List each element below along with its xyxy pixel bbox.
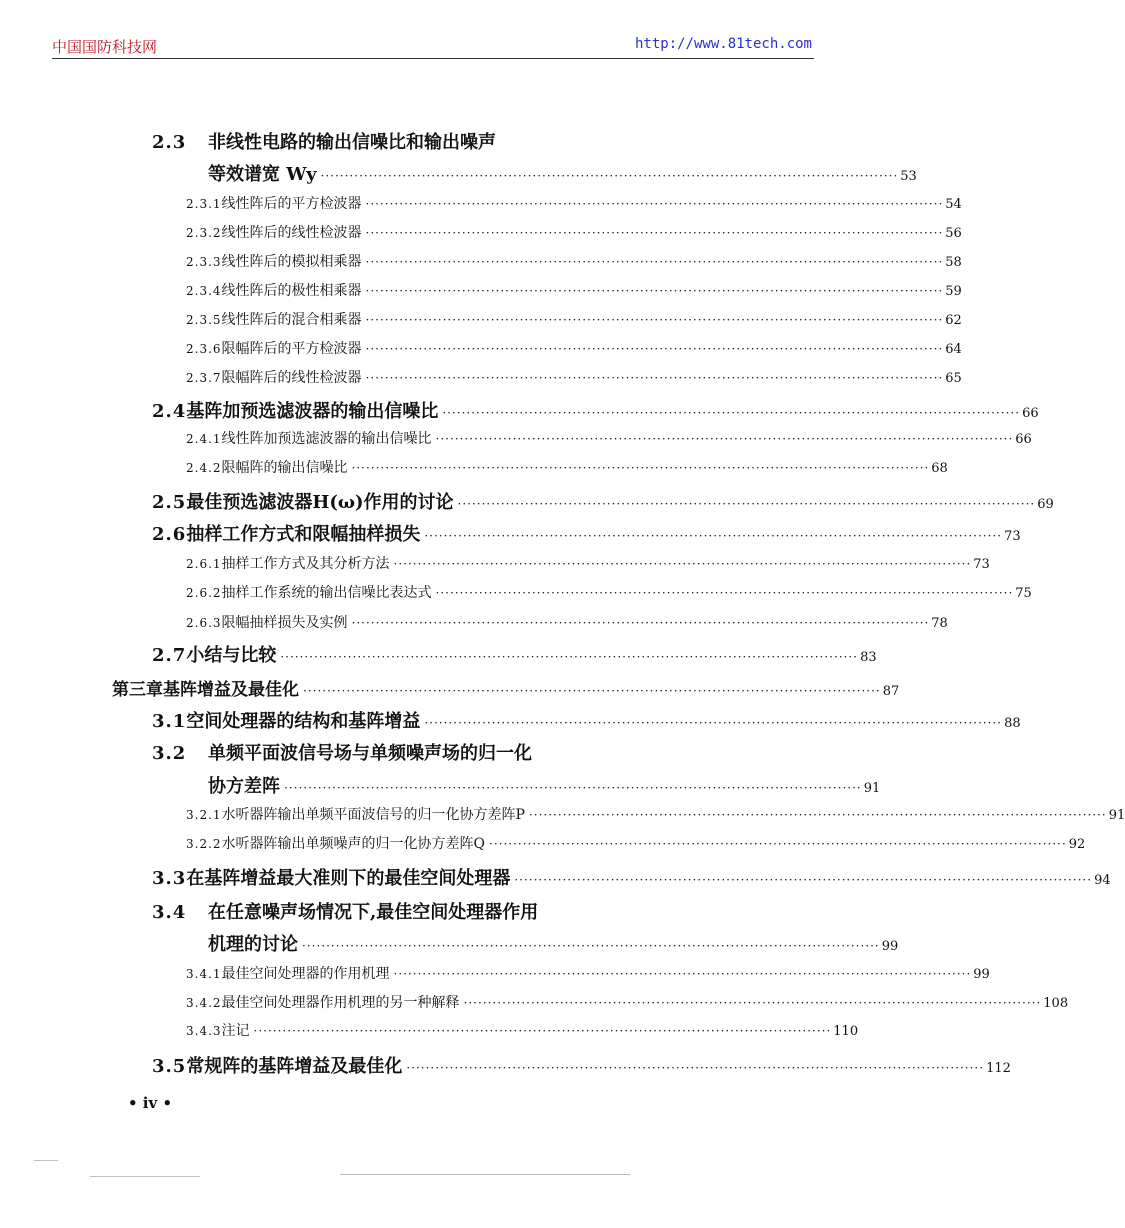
dot-leader: ························································································································	[351, 616, 930, 630]
toc-page-number: 66	[1022, 406, 1039, 421]
toc-page-number: 87	[882, 684, 900, 699]
toc-page-number: 64	[945, 342, 962, 357]
dot-leader: ························································································································	[365, 371, 944, 385]
dot-leader: ························································································································	[489, 837, 1067, 851]
dot-leader: ························································································································	[302, 939, 880, 953]
toc-entry-3.4.2	[186, 992, 1069, 1012]
toc-page-number: 73	[973, 557, 990, 572]
toc-page-number: 99	[973, 967, 990, 982]
dot-leader: ························································································································	[435, 586, 1014, 600]
toc-number: 2.4.1	[186, 432, 222, 446]
toc-number: 3.4.1	[186, 967, 222, 981]
toc-number: 2.7	[152, 645, 187, 666]
scan-artifact	[34, 1160, 58, 1161]
toc-entry-第三章	[112, 675, 900, 700]
dot-leader: ························································································································	[463, 996, 1042, 1010]
toc-title: 抽样工作方式和限幅抽样损失	[186, 524, 421, 545]
dot-leader: ························································································································	[284, 781, 862, 795]
dot-leader: ························································································································	[393, 557, 972, 571]
toc-title: 基阵加预选滤波器的输出信噪比	[186, 401, 439, 422]
toc-page-number: 110	[833, 1024, 859, 1039]
toc-entry-continued	[208, 930, 899, 956]
scan-artifact	[90, 1176, 200, 1177]
toc-number: 2.4	[152, 401, 187, 422]
toc-entry-2.3.3	[186, 251, 962, 271]
toc-title: 限幅阵后的线性检波器	[221, 370, 362, 386]
toc-title: 机理的讨论	[208, 934, 298, 955]
toc-page-number: 62	[945, 313, 962, 328]
toc-page-number: 69	[1037, 497, 1054, 512]
toc-entry-2.4.1	[186, 428, 1032, 448]
toc-entry-3.2.2	[186, 833, 1086, 853]
toc-number: 2.3.1	[186, 197, 222, 211]
toc-entry-2.6.3	[186, 612, 948, 632]
toc-entry-2.3	[152, 128, 496, 154]
toc-title: 非线性电路的输出信噪比和输出噪声	[208, 132, 496, 153]
toc-entry-2.3.7	[186, 367, 962, 387]
toc-entry-3.4	[152, 898, 538, 924]
toc-title: 协方差阵	[208, 776, 280, 797]
toc-number: 2.3.5	[186, 313, 222, 327]
toc-page-number: 75	[1015, 586, 1032, 601]
toc-page-number: 65	[945, 371, 962, 386]
toc-title: 最佳空间处理器的作用机理	[221, 966, 390, 982]
dot-leader: ························································································································	[424, 716, 1003, 730]
toc-entry-3.3	[152, 864, 1111, 890]
toc-title: 注记	[221, 1023, 250, 1039]
toc-title: 常规阵的基阵增益及最佳化	[186, 1056, 403, 1077]
toc-page-number: 112	[986, 1061, 1011, 1076]
toc-number: 2.6	[152, 524, 187, 545]
toc-entry-3.1	[152, 707, 1021, 733]
toc-entry-2.3.6	[186, 338, 962, 358]
toc-entry-continued	[208, 772, 881, 798]
toc-entry-3.4.3	[186, 1020, 859, 1040]
toc-number: 2.6.2	[186, 586, 222, 600]
toc-number: 3.3	[152, 868, 187, 889]
toc-entry-2.3.2	[186, 222, 962, 242]
dot-leader: ························································································································	[424, 529, 1003, 543]
scan-artifact	[340, 1174, 630, 1175]
dot-leader: ························································································································	[406, 1061, 985, 1075]
toc-title: 在任意噪声场情况下,最佳空间处理器作用	[208, 902, 539, 923]
dot-leader: ························································································································	[253, 1024, 832, 1038]
dot-leader: ························································································································	[442, 406, 1021, 420]
dot-leader: ························································································································	[351, 461, 930, 475]
toc-number: 2.3.4	[186, 284, 222, 298]
site-url[interactable]: http://www.81tech.com	[634, 36, 812, 52]
toc-title: 限幅阵后的平方检波器	[221, 341, 362, 357]
toc-entry-2.3.1	[186, 193, 962, 213]
toc-number: 3.5	[152, 1056, 187, 1077]
dot-leader: ························································································································	[365, 284, 944, 298]
toc-title: 最佳预选滤波器H(ω)作用的讨论	[186, 492, 454, 513]
dot-leader: ························································································································	[280, 650, 859, 664]
toc-page-number: 58	[945, 255, 962, 270]
toc-entry-3.2.1	[186, 804, 1125, 824]
toc-title: 线性阵后的极性相乘器	[221, 283, 362, 299]
toc-entry-2.4.2	[186, 457, 948, 477]
toc-number: 2.3.7	[186, 371, 222, 385]
toc-title: 线性阵后的模拟相乘器	[221, 254, 362, 270]
toc-entry-2.6.1	[186, 553, 990, 573]
toc-entry-2.5	[152, 488, 1054, 514]
toc-title: 线性阵加预选滤波器的输出信噪比	[221, 431, 432, 447]
toc-page-number: 53	[900, 169, 917, 184]
toc-number: 2.6.1	[186, 557, 222, 571]
toc-page-number: 91	[863, 781, 881, 796]
dot-leader: ························································································································	[320, 169, 899, 183]
toc-title: 线性阵后的线性检波器	[221, 225, 362, 241]
toc-number: 2.3.2	[186, 226, 222, 240]
toc-title: 空间处理器的结构和基阵增益	[186, 711, 421, 732]
toc-number: 3.4	[152, 902, 187, 923]
toc-entry-3.4.1	[186, 963, 990, 983]
toc-entry-2.4	[152, 397, 1039, 423]
dot-leader: ························································································································	[514, 873, 1093, 887]
toc-number: 2.6.3	[186, 616, 222, 630]
toc-entry-3.2	[152, 739, 532, 765]
dot-leader: ························································································································	[365, 342, 944, 356]
toc-page-number: 54	[945, 197, 962, 212]
toc-page-number: 59	[945, 284, 962, 299]
page-header	[52, 36, 814, 59]
toc-page-number: 91	[1108, 808, 1125, 823]
toc-number: 3.4.2	[186, 996, 222, 1010]
toc-page-number: 92	[1068, 837, 1086, 852]
dot-leader: ························································································································	[303, 684, 881, 698]
toc-entry-3.5	[152, 1052, 1011, 1078]
toc-page-number: 68	[931, 461, 948, 476]
dot-leader: ························································································································	[365, 197, 944, 211]
toc-title: 小结与比较	[186, 645, 277, 666]
toc-number: 2.5	[152, 492, 187, 513]
toc-page-number: 88	[1004, 716, 1021, 731]
toc-title: 限幅抽样损失及实例	[221, 615, 348, 631]
toc-title: 水听器阵输出单频平面波信号的归一化协方差阵P	[221, 807, 525, 823]
toc-entry-2.6	[152, 520, 1021, 546]
toc-title: 限幅阵的输出信噪比	[221, 460, 348, 476]
toc-number: 3.2.2	[186, 837, 222, 851]
toc-number: 3.2.1	[186, 808, 222, 822]
toc-number: 3.4.3	[186, 1024, 222, 1038]
toc-number: 3.2	[152, 743, 187, 764]
toc-title: 单频平面波信号场与单频噪声场的归一化	[208, 743, 532, 764]
dot-leader: ························································································································	[457, 497, 1036, 511]
toc-title: 抽样工作系统的输出信噪比表达式	[221, 585, 432, 601]
toc-number: 2.3	[152, 132, 187, 153]
toc-number: 3.1	[152, 711, 187, 732]
toc-page-number: 66	[1015, 432, 1032, 447]
toc-title: 等效谱宽 Wy	[208, 164, 317, 185]
toc-page-number: 56	[945, 226, 962, 241]
dot-leader: ························································································································	[528, 808, 1107, 822]
toc-page-number: 83	[860, 650, 877, 665]
toc-title: 线性阵后的平方检波器	[221, 196, 362, 212]
toc-entry-2.3.4	[186, 280, 962, 300]
toc-entry-2.3.5	[186, 309, 962, 329]
toc-page-number: 108	[1043, 996, 1069, 1011]
toc-title: 基阵增益及最佳化	[163, 680, 299, 700]
site-name: 中国国防科技网	[52, 38, 158, 56]
toc-title: 水听器阵输出单频噪声的归一化协方差阵Q	[221, 836, 486, 852]
toc-entry-continued	[208, 160, 917, 186]
dot-leader: ························································································································	[393, 967, 972, 981]
toc-title: 线性阵后的混合相乘器	[221, 312, 362, 328]
dot-leader: ························································································································	[365, 313, 944, 327]
toc-page-number: 99	[881, 939, 899, 954]
page-marker: • iv •	[128, 1094, 173, 1112]
toc-number: 第三章	[112, 680, 163, 700]
toc-page-number: 78	[931, 616, 948, 631]
toc-number: 2.3.3	[186, 255, 222, 269]
toc-page-number: 73	[1004, 529, 1021, 544]
dot-leader: ························································································································	[365, 226, 944, 240]
dot-leader: ························································································································	[365, 255, 944, 269]
toc-title: 在基阵增益最大准则下的最佳空间处理器	[186, 868, 511, 889]
toc-entry-2.7	[152, 641, 877, 667]
toc-number: 2.3.6	[186, 342, 222, 356]
toc-title: 抽样工作方式及其分析方法	[221, 556, 390, 572]
toc-page-number: 94	[1094, 873, 1111, 888]
toc-title: 最佳空间处理器作用机理的另一种解释	[221, 995, 460, 1011]
dot-leader: ························································································································	[435, 432, 1014, 446]
toc-entry-2.6.2	[186, 582, 1032, 602]
toc-number: 2.4.2	[186, 461, 222, 475]
